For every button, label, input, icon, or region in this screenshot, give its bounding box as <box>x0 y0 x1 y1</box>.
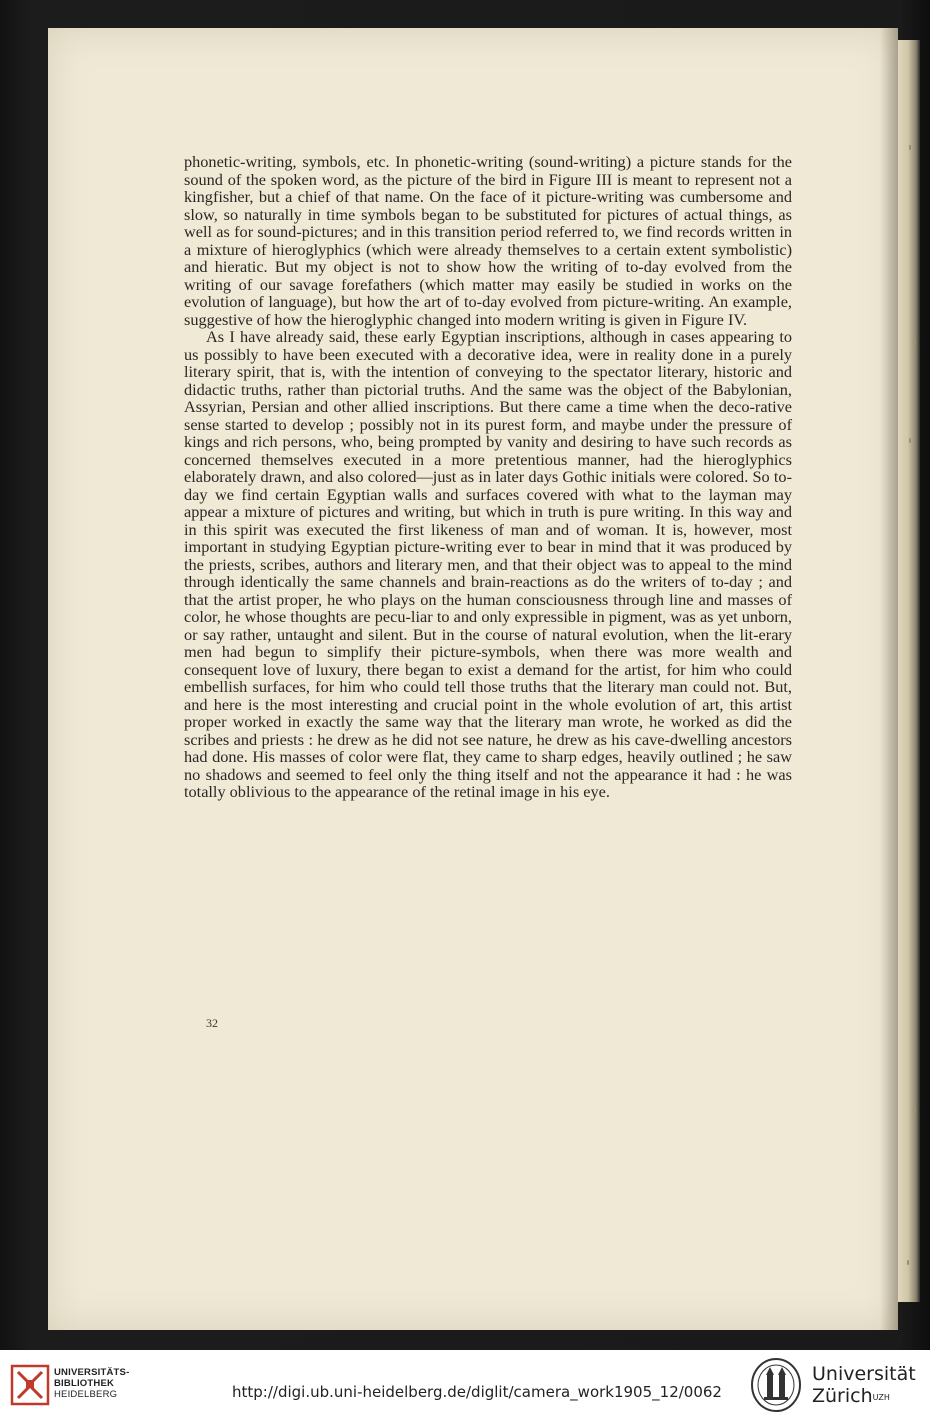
margin-mark <box>914 1108 916 1113</box>
heidelberg-library-name <box>54 1367 129 1400</box>
margin-mark <box>909 145 911 150</box>
next-page-edge <box>898 40 920 1302</box>
source-url[interactable]: http://digi.ub.uni-heidelberg.de/diglit/camera_work1905_12/0062 <box>232 1383 722 1401</box>
margin-mark <box>914 340 916 345</box>
paragraph-1: phonetic-writing, symbols, etc. In phonetic-writing (sound-writing) a picture stands for the sound of the spoken word, as the picture of the bird in Figure III is meant to represent not a kingfisher, but a chief of that name. On the face of it picture-writing was cumbersome and slow, so naturally in time symbols began to be substituted for pictures of actual things, as well as for sound-pictures; and in this transition period referred to, we find records written in a mixture of hieroglyphics (which were already themselves to a certain extent symbolistic) and hieratic. But my object is not to show how the writing of to-day evolved from the writing of our savage forefathers (which matter may easily be studied in works on the evolution of language), but how the art of to-day evolved from picture-writing. An example, suggestive of how the hieroglyphic changed into modern writing is given in Figure IV. <box>184 152 792 329</box>
library-name-line2: BIBLIOTHEK <box>54 1378 115 1389</box>
uzh-name-zurich: Zürich <box>812 1385 873 1407</box>
uzh-name-line2 <box>812 1385 916 1407</box>
uzh-suffix: UZH <box>872 1393 890 1402</box>
uzh-name-line1: Universität <box>812 1363 916 1385</box>
viewer-footer <box>0 1350 930 1420</box>
margin-mark <box>909 438 911 443</box>
library-name-line3: HEIDELBERG <box>54 1389 118 1400</box>
library-name-line1: UNIVERSITÄTS- <box>54 1367 130 1378</box>
uzh-seal-icon <box>750 1357 802 1413</box>
uzh-name <box>812 1363 916 1407</box>
page-number: 32 <box>206 1016 218 1030</box>
margin-mark <box>907 1260 909 1265</box>
heidelberg-library-logo-icon <box>10 1362 50 1408</box>
body-text <box>184 153 792 801</box>
paragraph-2: As I have already said, these early Egyptian inscriptions, although in cases appearing to us possibly to have been executed with a decorative idea, were in reality done in a purely literary spirit, that is, with the intention of conveying to the spectator literary, historic and didactic truths, rather than pictorial truths. And the same was the object of the Babylonian, Assyrian, Persian and other allied inscriptions. But there came a time when the deco-rative sense started to develop ; possibly not in its purest form, and maybe under the pressure of kings and rich persons, who, being prompted by vanity and desiring to have such records as concerned themselves executed in a more pretentious manner, had the hieroglyphics elaborately drawn, and also colored—just as in later days Gothic initials were colored. So to-day we find certain Egyptian walls and surfaces covered with what to the layman may appear a mixture of pictures and writing, but which in truth is pure writing. In this way and in this spirit was executed the first likeness of man and of woman. It is, however, most important in studying Egyptian picture-writing ever to bear in mind that it was produced by the priests, scribes, authors and literary men, and that their object was to appeal to the mind through identically the same channels and brain-reactions as do the writers of to-day ; and that the artist proper, he who plays on the human consciousness through line and masses of color, he whose thoughts are pecu-liar to and only expressible in pigment, was as yet unborn, or say rather, untaught and silent. But in the course of natural evolution, when the lit-erary men had begun to simplify their picture-symbols, when there was more wealth and consequent love of luxury, there began to exist a demand for the artist, for him who could embellish surfaces, for him who could tell those truths that the literary man could not. But, and here is the most interesting and crucial point in the whole evolution of art, this artist proper worked in exactly the same way that the literary man wrote, he worked as did the scribes and priests : he drew as he did not see nature, he drew as his cave-dwelling ancestors had done. His masses of color were flat, they came to sharp edges, heavily outlined ; he saw no shadows and seemed to feel only the thing itself and not the appearance it had : he was totally oblivious to the appearance of the retinal image in his eye. <box>184 327 792 801</box>
gutter-shadow <box>880 28 898 1330</box>
